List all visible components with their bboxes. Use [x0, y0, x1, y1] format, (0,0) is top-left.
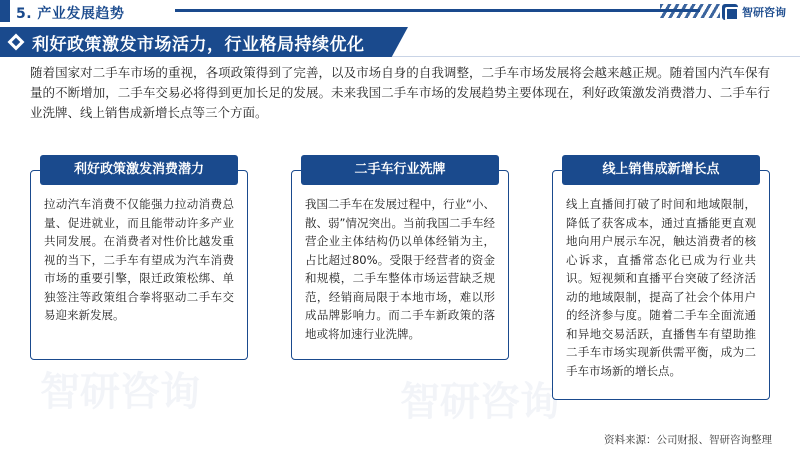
header-bar [0, 0, 800, 24]
watermark-text: 智研咨询 [400, 379, 560, 425]
card-body: 拉动汽车消费不仅能强力拉动消费总量、促进就业，而且能带动许多产业共同发展。在消费者对性价比越发重视的当下，二手车有望成为汽车消费市场的重要引擎，限迁政策松绑、单独签注等政策组合拳将驱动二手车交易迎来新发展。 [44, 197, 234, 322]
header-stripe [175, 9, 700, 12]
card-body: 我国二手车在发展过程中，行业“小、散、弱”情况突出。当前我国二手车经营企业主体结构仍以单体经销为主，占比超过80%。受限于经营者的资金和规模，二手车整体市场运营缺乏规范，经销商局限于本地市场，难以形成品牌影响力。而二手车新政策的落地或将加速行业洗牌。 [305, 197, 495, 341]
title-band [0, 27, 800, 57]
card-header [301, 155, 499, 185]
card-header [40, 155, 238, 185]
card-title: 线上销售成新增长点 [602, 162, 720, 177]
page-title: 利好政策激发市场活力，行业格局持续优化 [32, 35, 365, 55]
card-box [291, 170, 509, 360]
card-box [30, 170, 248, 360]
brand-logo [722, 3, 786, 21]
header-stripe-pattern [660, 4, 720, 18]
section-marker [0, 0, 10, 22]
source-note: 资料来源：公司财报、智研咨询整理 [604, 434, 772, 446]
trend-card-online-sales [552, 155, 770, 378]
card-box [552, 170, 770, 400]
logo-icon [722, 4, 738, 20]
card-body: 线上直播间打破了时间和地域限制，降低了获客成本，通过直播能更直观地向用户展示车况，触达消费者的核心诉求，直播常态化已成为行业共识。短视频和直播平台突破了经济活动的地域限制，提高了社会个体用户的经济参与度。随着二手车全面流通和异地交易活跃，直播售车有望助推二手车市场实现新供需平衡，成为二手车市场新的增长点。 [566, 197, 756, 378]
section-title: 5. 产业发展趋势 [16, 6, 125, 22]
card-title: 二手车行业洗牌 [354, 162, 446, 177]
intro-paragraph: 随着国家对二手车市场的重视，各项政策得到了完善，以及市场自身的自我调整，二手车市场发展将会越来越正规。随着国内汽车保有量的不断增加，二手车交易必将得到更加长足的发展。未来我国二手车市场的发展趋势主要体现在，利好政策激发消费潜力、二手车行业洗牌、线上销售成新增长点等三个方面。 [30, 65, 770, 120]
card-title: 利好政策激发消费潜力 [73, 162, 204, 177]
trend-card-reshuffle [291, 155, 509, 341]
watermark-text: 智研咨询 [40, 369, 200, 415]
logo-text: 智研咨询 [742, 6, 786, 19]
card-header [562, 155, 760, 185]
trend-card-policy [30, 155, 248, 322]
